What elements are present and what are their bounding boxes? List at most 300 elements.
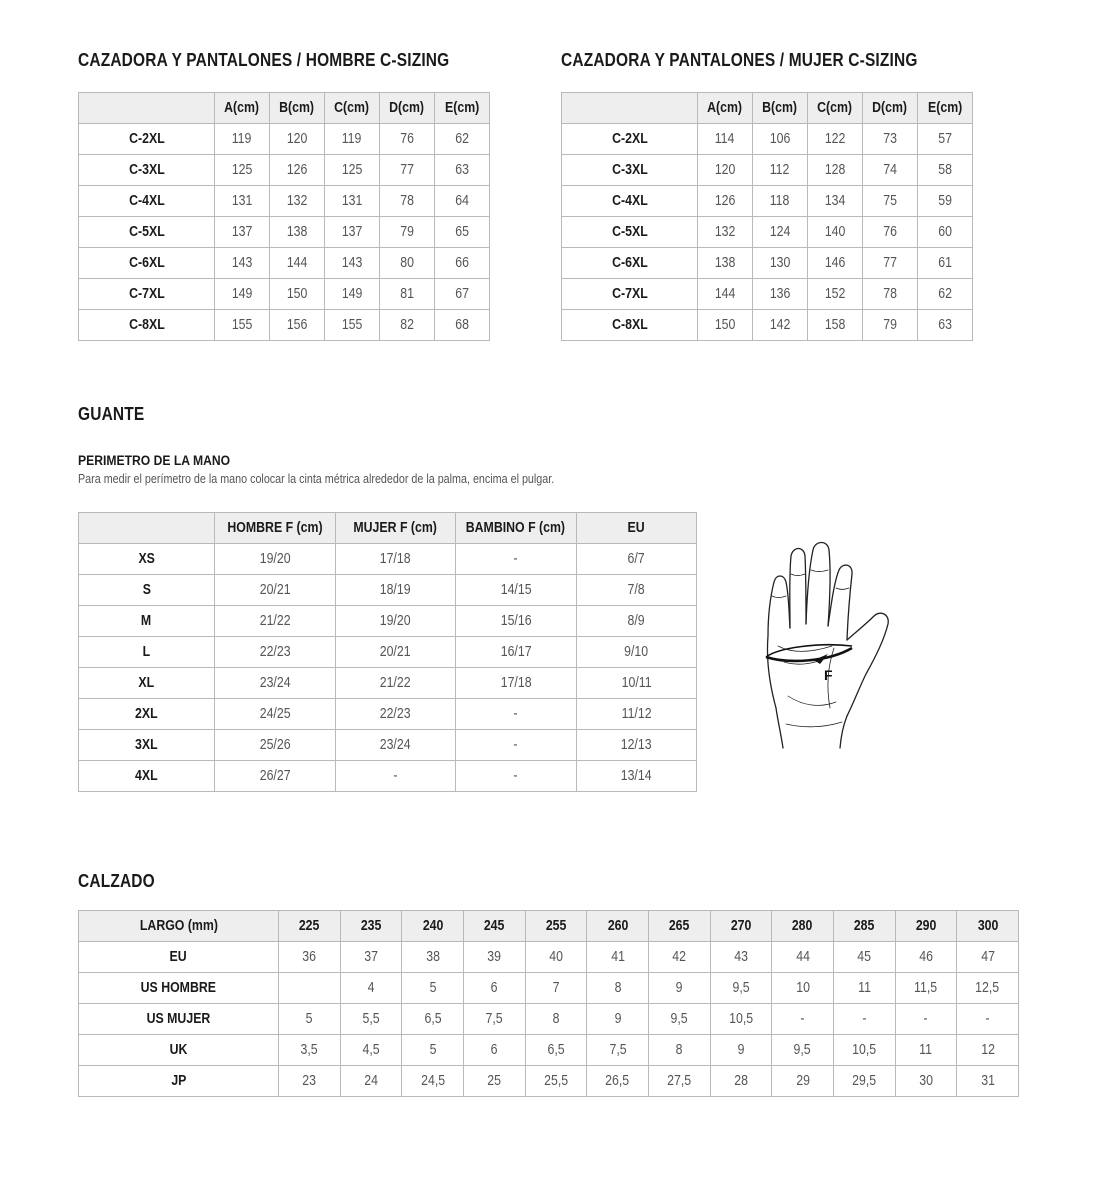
table-cell <box>918 155 973 186</box>
cell-value: 10,5 <box>728 1011 753 1027</box>
table-cell <box>402 942 464 973</box>
jacket-women-title: CAZADORA Y PANTALONES / MUJER C-SIZING <box>561 50 918 70</box>
cell-value: 19/20 <box>259 551 291 567</box>
row-label <box>79 699 215 730</box>
table-cell <box>380 248 435 279</box>
cell-value: 30 <box>919 1073 933 1089</box>
cell-value: 40 <box>549 949 563 965</box>
table-cell <box>380 124 435 155</box>
column-header <box>576 513 697 544</box>
row-label <box>562 217 698 248</box>
table-cell <box>215 155 270 186</box>
table-cell <box>710 1066 772 1097</box>
cell-value: 120 <box>286 131 308 147</box>
table-cell <box>648 942 710 973</box>
cell-value: 126 <box>714 193 736 209</box>
table-cell <box>279 1004 341 1035</box>
row-label <box>79 155 215 186</box>
row-label <box>79 1004 279 1035</box>
cell-value: 158 <box>824 317 846 333</box>
table-cell <box>456 761 577 792</box>
table-cell <box>279 1066 341 1097</box>
table-cell <box>863 124 918 155</box>
table-cell <box>710 942 772 973</box>
cell-value: 27,5 <box>667 1073 692 1089</box>
table-cell <box>753 279 808 310</box>
column-header-label: 225 <box>299 918 320 934</box>
table-cell <box>895 973 957 1004</box>
column-header <box>525 911 587 942</box>
column-header <box>456 513 577 544</box>
table-cell <box>380 279 435 310</box>
cell-value: 23/24 <box>379 737 411 753</box>
cell-value: 62 <box>455 131 469 147</box>
column-header <box>340 911 402 942</box>
cell-value: 80 <box>400 255 414 271</box>
cell-value: 149 <box>231 286 253 302</box>
table-cell <box>435 310 490 341</box>
cell-value: 131 <box>231 193 253 209</box>
table-cell <box>710 973 772 1004</box>
cell-value: 75 <box>883 193 897 209</box>
cell-value: 23/24 <box>259 675 291 691</box>
table-cell <box>576 730 697 761</box>
table-row <box>79 544 697 575</box>
cell-value: 68 <box>455 317 469 333</box>
table-cell <box>402 973 464 1004</box>
row-label-text: C-8XL <box>128 317 165 333</box>
cell-value: 122 <box>824 131 846 147</box>
table-cell <box>456 606 577 637</box>
jacket-women-size-table <box>561 92 973 341</box>
cell-value: 18/19 <box>379 582 411 598</box>
table-cell <box>753 155 808 186</box>
cell-value: 21/22 <box>259 613 291 629</box>
cell-value: 7,5 <box>609 1042 627 1058</box>
cell-value: 10/11 <box>621 675 652 691</box>
table-cell <box>340 1066 402 1097</box>
cell-value: 150 <box>286 286 308 302</box>
table-cell <box>698 124 753 155</box>
table-cell <box>576 606 697 637</box>
table-row <box>79 248 490 279</box>
cell-value: 25 <box>487 1073 502 1089</box>
column-header-label: E(cm) <box>927 100 963 116</box>
cell-value: 140 <box>824 224 846 240</box>
table-cell <box>772 973 834 1004</box>
table-cell <box>340 1004 402 1035</box>
table-cell <box>863 186 918 217</box>
hand-label-f: F <box>824 667 833 683</box>
row-label-text: 4XL <box>135 768 158 784</box>
cell-value: 138 <box>286 224 308 240</box>
row-label <box>79 217 215 248</box>
row-label <box>79 761 215 792</box>
table-cell <box>753 186 808 217</box>
column-header <box>463 911 525 942</box>
cell-value: 11/12 <box>621 706 652 722</box>
column-header <box>215 93 270 124</box>
table-cell <box>215 248 270 279</box>
table-cell <box>215 575 336 606</box>
row-label <box>79 942 279 973</box>
table-cell <box>918 124 973 155</box>
table-cell <box>957 1004 1019 1035</box>
table-cell <box>463 942 525 973</box>
cell-value: 5 <box>429 1042 437 1058</box>
cell-value: 125 <box>231 162 253 178</box>
cell-value: 78 <box>400 193 414 209</box>
cell-value: 58 <box>938 162 952 178</box>
column-header <box>587 911 649 942</box>
cell-value: 9,5 <box>670 1011 688 1027</box>
column-header-label: 280 <box>792 918 813 934</box>
column-header <box>562 93 698 124</box>
cell-value: 77 <box>883 255 897 271</box>
cell-value: 7,5 <box>485 1011 503 1027</box>
cell-value: 21/22 <box>379 675 411 691</box>
table-row <box>79 1066 1019 1097</box>
column-header-label: 285 <box>853 918 875 934</box>
column-header <box>863 93 918 124</box>
column-header-label: HOMBRE F (cm) <box>227 520 323 536</box>
cell-value: 67 <box>455 286 469 302</box>
table-row <box>562 279 973 310</box>
table-cell <box>435 186 490 217</box>
glove-description: Para medir el perímetro de la mano colocar la cinta métrica alrededor de la palma, encima el pulgar. <box>78 472 555 486</box>
table-row <box>79 761 697 792</box>
column-header <box>270 93 325 124</box>
column-header <box>279 911 341 942</box>
cell-value: 143 <box>341 255 363 271</box>
cell-value: 10,5 <box>852 1042 877 1058</box>
row-label-text: M <box>141 613 152 629</box>
table-cell <box>335 699 456 730</box>
table-cell <box>918 186 973 217</box>
row-label <box>562 248 698 279</box>
cell-value: 8 <box>552 1011 560 1027</box>
column-header <box>833 911 895 942</box>
glove-title: GUANTE <box>78 404 145 424</box>
cell-value: 8 <box>614 980 622 996</box>
cell-value: 13/14 <box>620 768 652 784</box>
cell-value: 156 <box>286 317 308 333</box>
row-label-text: C-2XL <box>611 131 648 147</box>
footwear-title: CALZADO <box>78 871 155 891</box>
column-header <box>753 93 808 124</box>
column-header-label: 240 <box>422 918 443 934</box>
row-label <box>79 1035 279 1066</box>
row-label <box>562 124 698 155</box>
cell-value: 63 <box>938 317 952 333</box>
cell-value: 76 <box>883 224 897 240</box>
cell-value: 22/23 <box>259 644 291 660</box>
column-header <box>79 93 215 124</box>
cell-value: 19/20 <box>379 613 411 629</box>
table-cell <box>833 1066 895 1097</box>
column-header-label: 245 <box>484 918 505 934</box>
cell-value: 132 <box>286 193 308 209</box>
cell-value: 17/18 <box>379 551 411 567</box>
table-row <box>79 155 490 186</box>
row-label-text: JP <box>170 1073 187 1089</box>
cell-value: 128 <box>824 162 846 178</box>
column-header <box>957 911 1019 942</box>
cell-value: 4,5 <box>362 1042 380 1058</box>
cell-value: 16/17 <box>500 644 532 660</box>
table-cell <box>435 155 490 186</box>
cell-value: 126 <box>286 162 308 178</box>
table-cell <box>833 1004 895 1035</box>
cell-value: - <box>800 1011 805 1027</box>
table-cell <box>772 942 834 973</box>
row-label-text: C-4XL <box>128 193 165 209</box>
table-cell <box>863 279 918 310</box>
column-header <box>710 911 772 942</box>
table-cell <box>325 186 380 217</box>
cell-value: 25/26 <box>259 737 291 753</box>
table-cell <box>895 1004 957 1035</box>
column-header <box>79 513 215 544</box>
table-cell <box>335 668 456 699</box>
table-cell <box>833 942 895 973</box>
row-label <box>562 279 698 310</box>
cell-value: 131 <box>341 193 363 209</box>
column-header-label: 270 <box>730 918 752 934</box>
table-cell <box>402 1066 464 1097</box>
cell-value: - <box>985 1011 990 1027</box>
row-label-text: C-2XL <box>128 131 165 147</box>
table-cell <box>270 124 325 155</box>
table-cell <box>833 1035 895 1066</box>
table-row <box>79 279 490 310</box>
table-cell <box>270 217 325 248</box>
cell-value: 7 <box>552 980 560 996</box>
table-cell <box>576 637 697 668</box>
cell-value: 11 <box>919 1042 933 1058</box>
cell-value: 20/21 <box>379 644 411 660</box>
table-cell <box>772 1066 834 1097</box>
table-row <box>79 606 697 637</box>
table-row <box>562 248 973 279</box>
cell-value: 9,5 <box>732 980 750 996</box>
row-label <box>79 186 215 217</box>
cell-value: 130 <box>769 255 791 271</box>
table-cell <box>753 248 808 279</box>
cell-value: 73 <box>883 131 897 147</box>
table-cell <box>456 730 577 761</box>
table-row <box>562 310 973 341</box>
table-cell <box>270 186 325 217</box>
table-cell <box>215 544 336 575</box>
table-cell <box>833 973 895 1004</box>
cell-value: 8/9 <box>627 613 645 629</box>
row-label-text: L <box>142 644 151 660</box>
table-cell <box>525 973 587 1004</box>
cell-value: - <box>923 1011 928 1027</box>
table-cell <box>325 155 380 186</box>
table-row <box>79 217 490 248</box>
cell-value: 60 <box>938 224 952 240</box>
column-header <box>402 911 464 942</box>
table-cell <box>456 637 577 668</box>
table-cell <box>340 942 402 973</box>
table-cell <box>957 973 1019 1004</box>
cell-value: 26,5 <box>605 1073 630 1089</box>
row-label <box>79 279 215 310</box>
table-row <box>79 668 697 699</box>
cell-value: 11 <box>857 980 871 996</box>
cell-value: 44 <box>795 949 810 965</box>
footwear-size-table <box>78 910 1019 1097</box>
cell-value: 120 <box>714 162 736 178</box>
row-label <box>79 973 279 1004</box>
table-row <box>562 186 973 217</box>
table-cell <box>402 1004 464 1035</box>
row-label-text: C-3XL <box>611 162 648 178</box>
table-cell <box>895 1035 957 1066</box>
cell-value: 61 <box>938 255 952 271</box>
table-cell <box>380 217 435 248</box>
table-cell <box>525 942 587 973</box>
cell-value: 38 <box>425 949 440 965</box>
cell-value: 6 <box>490 980 498 996</box>
cell-value: 142 <box>769 317 791 333</box>
table-cell <box>863 248 918 279</box>
table-cell <box>895 1066 957 1097</box>
hand-measure-illustration-icon <box>748 536 908 758</box>
table-cell <box>918 248 973 279</box>
table-cell <box>325 124 380 155</box>
table-cell <box>215 124 270 155</box>
table-row <box>79 124 490 155</box>
cell-value: 63 <box>455 162 469 178</box>
cell-value: 23 <box>302 1073 317 1089</box>
row-label <box>79 124 215 155</box>
cell-value: 5 <box>305 1011 313 1027</box>
table-cell <box>648 1035 710 1066</box>
cell-value: 137 <box>341 224 363 240</box>
table-cell <box>576 699 697 730</box>
cell-value: 125 <box>341 162 363 178</box>
cell-value: 46 <box>919 949 933 965</box>
table-row <box>79 699 697 730</box>
cell-value: - <box>513 551 518 567</box>
cell-value: 47 <box>980 949 995 965</box>
table-header-row <box>79 513 697 544</box>
cell-value: 42 <box>672 949 687 965</box>
cell-value: 138 <box>714 255 736 271</box>
cell-value: 144 <box>286 255 308 271</box>
table-cell <box>325 217 380 248</box>
table-cell <box>808 248 863 279</box>
row-label <box>79 248 215 279</box>
column-header <box>895 911 957 942</box>
cell-value: 78 <box>883 286 897 302</box>
column-header-label: BAMBINO F (cm) <box>466 520 566 536</box>
row-label-text: C-3XL <box>128 162 165 178</box>
table-cell <box>215 606 336 637</box>
cell-value: 26/27 <box>259 768 291 784</box>
column-header <box>918 93 973 124</box>
table-cell <box>808 124 863 155</box>
cell-value: 119 <box>342 131 362 147</box>
row-label-text: EU <box>169 949 188 965</box>
table-row <box>79 942 1019 973</box>
column-header <box>79 911 279 942</box>
table-cell <box>918 217 973 248</box>
row-label-text: US HOMBRE <box>140 980 217 996</box>
cell-value: 79 <box>883 317 897 333</box>
cell-value: 15/16 <box>500 613 532 629</box>
table-cell <box>463 1004 525 1035</box>
cell-value: 82 <box>400 317 414 333</box>
table-cell <box>808 217 863 248</box>
table-cell <box>270 279 325 310</box>
column-header <box>698 93 753 124</box>
cell-value: 124 <box>769 224 791 240</box>
cell-value: 12 <box>980 1042 995 1058</box>
cell-value: 36 <box>302 949 317 965</box>
table-cell <box>648 1066 710 1097</box>
row-label-text: US MUJER <box>146 1011 211 1027</box>
table-row <box>562 124 973 155</box>
cell-value: 12/13 <box>620 737 652 753</box>
cell-value: 146 <box>824 255 846 271</box>
cell-value: 136 <box>769 286 791 302</box>
column-header-label: 300 <box>977 918 998 934</box>
column-header <box>335 513 456 544</box>
table-cell <box>525 1066 587 1097</box>
cell-value: 29 <box>795 1073 810 1089</box>
table-cell <box>335 575 456 606</box>
cell-value: 9/10 <box>624 644 649 660</box>
column-header <box>435 93 490 124</box>
cell-value: 59 <box>938 193 952 209</box>
cell-value: 6/7 <box>627 551 645 567</box>
column-header-label: 255 <box>545 918 567 934</box>
table-cell <box>698 155 753 186</box>
cell-value: 137 <box>231 224 253 240</box>
table-row <box>562 217 973 248</box>
table-cell <box>753 310 808 341</box>
table-cell <box>863 217 918 248</box>
table-cell <box>279 942 341 973</box>
column-header-label: B(cm) <box>279 100 315 116</box>
jacket-men-size-table <box>78 92 490 341</box>
jacket-men-title: CAZADORA Y PANTALONES / HOMBRE C-SIZING <box>78 50 450 70</box>
table-cell <box>587 1066 649 1097</box>
table-cell <box>808 155 863 186</box>
table-cell <box>380 310 435 341</box>
cell-value: 25,5 <box>543 1073 568 1089</box>
table-cell <box>808 186 863 217</box>
table-cell <box>270 248 325 279</box>
table-cell <box>587 942 649 973</box>
table-cell <box>340 973 402 1004</box>
cell-value: 9,5 <box>793 1042 812 1058</box>
cell-value: - <box>862 1011 867 1027</box>
table-cell <box>918 279 973 310</box>
cell-value: 79 <box>400 224 414 240</box>
table-cell <box>335 730 456 761</box>
table-cell <box>380 155 435 186</box>
row-label-text: C-6XL <box>611 255 648 271</box>
cell-value: 144 <box>714 286 736 302</box>
cell-value: - <box>513 706 518 722</box>
cell-value: - <box>393 768 398 784</box>
table-row <box>79 1035 1019 1066</box>
